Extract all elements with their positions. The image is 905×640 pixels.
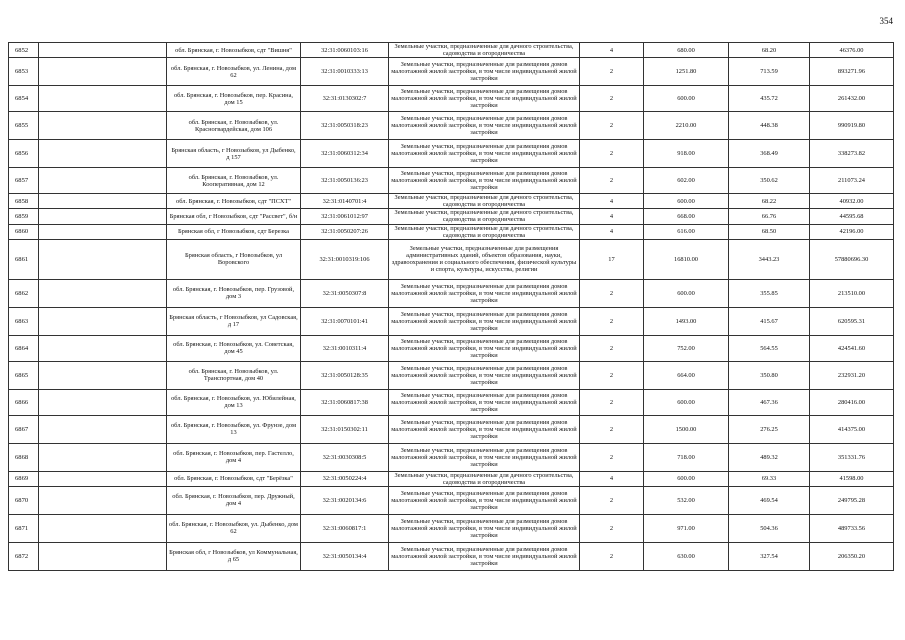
cadastral-number-cell: 32:31:0060817:1 [301,514,389,542]
category-cell: 2 [580,58,644,86]
table-row [9,361,894,389]
empty-cell [39,86,167,112]
empty-cell [39,239,167,279]
specific-value-cell: 350.62 [729,168,810,194]
address-cell: обл. Брянская, г. Новозыбков, сдт "Вишня" [167,43,301,58]
cadastral-number-cell: 32:31:0050128:35 [301,361,389,389]
cadastral-value-cell: 46376.00 [810,43,894,58]
cadastral-value-cell: 261432.00 [810,86,894,112]
area-cell: 1500.00 [644,415,729,443]
empty-cell [39,279,167,307]
empty-cell [39,58,167,86]
land-use-cell: Земельные участки, предназначенные для размещения домов малоэтажной жилой застройки, в том числе индивидуальной жилой застройки [389,168,580,194]
specific-value-cell: 415.67 [729,307,810,335]
empty-cell [39,361,167,389]
empty-cell [39,224,167,239]
land-use-cell: Земельные участки, предназначенные для размещения административных зданий, объектов образования, науки, здравоохранения и социального обеспечения, физической культуры и спорта, культуры, искусства, религии [389,239,580,279]
empty-cell [39,43,167,58]
land-use-cell: Земельные участки, предназначенные для дачного строительства, садоводства и огородничества [389,209,580,224]
row-number-cell: 6859 [9,209,39,224]
area-cell: 2210.00 [644,112,729,140]
table-row [9,168,894,194]
row-number-cell: 6863 [9,307,39,335]
area-cell: 1493.00 [644,307,729,335]
table-row [9,112,894,140]
cadastral-value-cell: 489733.56 [810,514,894,542]
address-cell: Брянская область, г Новозыбков, ул Садовская, д 17 [167,307,301,335]
cadastral-value-cell: 990919.80 [810,112,894,140]
category-cell: 2 [580,140,644,168]
row-number-cell: 6855 [9,112,39,140]
category-cell: 2 [580,86,644,112]
category-cell: 2 [580,486,644,514]
row-number-cell: 6870 [9,486,39,514]
table-row [9,58,894,86]
specific-value-cell: 3443.23 [729,239,810,279]
cadastral-value-cell: 40932.00 [810,194,894,209]
table-body [9,43,894,571]
specific-value-cell: 489.32 [729,443,810,471]
land-use-cell: Земельные участки, предназначенные для размещения домов малоэтажной жилой застройки, в том числе индивидуальной жилой застройки [389,361,580,389]
table-row [9,239,894,279]
table-row [9,443,894,471]
specific-value-cell: 504.36 [729,514,810,542]
cadastral-value-cell: 893271.96 [810,58,894,86]
cadastral-value-cell: 211073.24 [810,168,894,194]
row-number-cell: 6857 [9,168,39,194]
specific-value-cell: 713.59 [729,58,810,86]
category-cell: 2 [580,112,644,140]
address-cell: обл. Брянская, г. Новозыбков, ул. Транспортная, дом 40 [167,361,301,389]
cadastral-number-cell: 32:31:0010319:106 [301,239,389,279]
specific-value-cell: 448.38 [729,112,810,140]
category-cell: 2 [580,307,644,335]
specific-value-cell: 469.54 [729,486,810,514]
area-cell: 918.00 [644,140,729,168]
area-cell: 16810.00 [644,239,729,279]
empty-cell [39,389,167,415]
address-cell: Брянская обл, г Новозыбков, ул Коммунальная, д 65 [167,542,301,570]
land-use-cell: Земельные участки, предназначенные для размещения домов малоэтажной жилой застройки, в том числе индивидуальной жилой застройки [389,335,580,361]
address-cell: обл. Брянская, г. Новозыбков, ул. Фрунзе, дом 13 [167,415,301,443]
land-use-cell: Земельные участки, предназначенные для дачного строительства, садоводства и огородничества [389,224,580,239]
category-cell: 2 [580,443,644,471]
empty-cell [39,486,167,514]
specific-value-cell: 350.80 [729,361,810,389]
empty-cell [39,542,167,570]
cadastral-number-cell: 32:31:0050207:26 [301,224,389,239]
specific-value-cell: 69.33 [729,471,810,486]
address-cell: обл. Брянская, г. Новозыбков, ул. Красногвардейская, дом 106 [167,112,301,140]
area-cell: 600.00 [644,194,729,209]
cadastral-value-cell: 232931.20 [810,361,894,389]
specific-value-cell: 467.36 [729,389,810,415]
row-number-cell: 6867 [9,415,39,443]
table-row [9,335,894,361]
land-use-cell: Земельные участки, предназначенные для размещения домов малоэтажной жилой застройки, в том числе индивидуальной жилой застройки [389,514,580,542]
address-cell: обл. Брянская, г. Новозыбков, пер. Грузовой, дом 3 [167,279,301,307]
address-cell: обл. Брянская, г. Новозыбков, ул. Кооперативная, дом 12 [167,168,301,194]
cadastral-number-cell: 32:31:0070101:41 [301,307,389,335]
address-cell: обл. Брянская, г. Новозыбков, сдт "Берёзка" [167,471,301,486]
cadastral-number-cell: 32:31:0060312:34 [301,140,389,168]
cadastral-value-cell: 41598.00 [810,471,894,486]
land-use-cell: Земельные участки, предназначенные для размещения домов малоэтажной жилой застройки, в том числе индивидуальной жилой застройки [389,542,580,570]
empty-cell [39,209,167,224]
cadastral-number-cell: 32:31:0010333:13 [301,58,389,86]
area-cell: 532.00 [644,486,729,514]
row-number-cell: 6852 [9,43,39,58]
category-cell: 4 [580,43,644,58]
row-number-cell: 6865 [9,361,39,389]
area-cell: 1251.80 [644,58,729,86]
row-number-cell: 6869 [9,471,39,486]
specific-value-cell: 327.54 [729,542,810,570]
address-cell: Брянская обл, г Новозыбков, сдт Березка [167,224,301,239]
land-use-cell: Земельные участки, предназначенные для размещения домов малоэтажной жилой застройки, в том числе индивидуальной жилой застройки [389,58,580,86]
cadastral-number-cell: 32:31:0150302:11 [301,415,389,443]
address-cell: обл. Брянская, г. Новозыбков, пер. Гастелло, дом 4 [167,443,301,471]
cadastral-number-cell: 32:31:0130302:7 [301,86,389,112]
land-use-cell: Земельные участки, предназначенные для размещения домов малоэтажной жилой застройки, в том числе индивидуальной жилой застройки [389,86,580,112]
category-cell: 2 [580,168,644,194]
area-cell: 602.00 [644,168,729,194]
category-cell: 2 [580,514,644,542]
cadastral-value-cell: 338273.82 [810,140,894,168]
row-number-cell: 6868 [9,443,39,471]
cadastral-number-cell: 32:31:0050224:4 [301,471,389,486]
cadastral-value-cell: 620595.31 [810,307,894,335]
specific-value-cell: 68.50 [729,224,810,239]
area-cell: 680.00 [644,43,729,58]
area-cell: 600.00 [644,86,729,112]
category-cell: 2 [580,361,644,389]
table-row [9,224,894,239]
specific-value-cell: 66.76 [729,209,810,224]
cadastral-number-cell: 32:31:0050134:4 [301,542,389,570]
specific-value-cell: 355.85 [729,279,810,307]
row-number-cell: 6853 [9,58,39,86]
row-number-cell: 6871 [9,514,39,542]
table-row [9,307,894,335]
table-row [9,415,894,443]
area-cell: 600.00 [644,389,729,415]
category-cell: 4 [580,194,644,209]
table-row [9,86,894,112]
land-use-cell: Земельные участки, предназначенные для размещения домов малоэтажной жилой застройки, в том числе индивидуальной жилой застройки [389,279,580,307]
address-cell: Брянская область, г Новозыбков, ул Дыбенко, д 157 [167,140,301,168]
cadastral-value-cell: 424541.60 [810,335,894,361]
category-cell: 4 [580,471,644,486]
row-number-cell: 6872 [9,542,39,570]
specific-value-cell: 276.25 [729,415,810,443]
cadastral-value-table [8,42,894,571]
land-use-cell: Земельные участки, предназначенные для размещения домов малоэтажной жилой застройки, в том числе индивидуальной жилой застройки [389,443,580,471]
category-cell: 2 [580,415,644,443]
area-cell: 664.00 [644,361,729,389]
cadastral-number-cell: 32:31:0050136:23 [301,168,389,194]
land-use-cell: Земельные участки, предназначенные для размещения домов малоэтажной жилой застройки, в том числе индивидуальной жилой застройки [389,140,580,168]
cadastral-number-cell: 32:31:0020134:6 [301,486,389,514]
cadastral-number-cell: 32:31:0050307:8 [301,279,389,307]
land-use-cell: Земельные участки, предназначенные для размещения домов малоэтажной жилой застройки, в том числе индивидуальной жилой застройки [389,112,580,140]
area-cell: 752.00 [644,335,729,361]
land-use-cell: Земельные участки, предназначенные для размещения домов малоэтажной жилой застройки, в том числе индивидуальной жилой застройки [389,389,580,415]
page-number: 354 [879,16,893,26]
table-row [9,140,894,168]
empty-cell [39,168,167,194]
specific-value-cell: 368.49 [729,140,810,168]
area-cell: 600.00 [644,279,729,307]
address-cell: Брянская область, г Новозыбков, ул Воровского [167,239,301,279]
land-use-cell: Земельные участки, предназначенные для дачного строительства, садоводства и огородничества [389,194,580,209]
table-row [9,209,894,224]
table-row [9,542,894,570]
specific-value-cell: 435.72 [729,86,810,112]
empty-cell [39,443,167,471]
address-cell: Брянская обл, г Новозыбков, сдт "Рассвет", б/н [167,209,301,224]
land-use-cell: Земельные участки, предназначенные для дачного строительства, садоводства и огородничества [389,471,580,486]
table-row [9,43,894,58]
cadastral-number-cell: 32:31:0060817:38 [301,389,389,415]
specific-value-cell: 68.20 [729,43,810,58]
cadastral-value-cell: 280416.00 [810,389,894,415]
category-cell: 4 [580,224,644,239]
empty-cell [39,307,167,335]
land-use-cell: Земельные участки, предназначенные для размещения домов малоэтажной жилой застройки, в том числе индивидуальной жилой застройки [389,486,580,514]
empty-cell [39,415,167,443]
row-number-cell: 6866 [9,389,39,415]
empty-cell [39,112,167,140]
empty-cell [39,514,167,542]
address-cell: обл. Брянская, г. Новозыбков, пер. Красина, дом 15 [167,86,301,112]
category-cell: 4 [580,209,644,224]
row-number-cell: 6854 [9,86,39,112]
row-number-cell: 6861 [9,239,39,279]
row-number-cell: 6862 [9,279,39,307]
cadastral-value-cell: 44595.68 [810,209,894,224]
row-number-cell: 6864 [9,335,39,361]
table-row [9,279,894,307]
category-cell: 2 [580,542,644,570]
table-row [9,514,894,542]
empty-cell [39,140,167,168]
address-cell: обл. Брянская, г. Новозыбков, сдт "ПСХТ" [167,194,301,209]
category-cell: 2 [580,279,644,307]
row-number-cell: 6858 [9,194,39,209]
land-use-cell: Земельные участки, предназначенные для дачного строительства, садоводства и огородничества [389,43,580,58]
area-cell: 971.00 [644,514,729,542]
empty-cell [39,335,167,361]
specific-value-cell: 68.22 [729,194,810,209]
area-cell: 668.00 [644,209,729,224]
cadastral-value-cell: 351331.76 [810,443,894,471]
table-row [9,389,894,415]
cadastral-value-cell: 213510.00 [810,279,894,307]
address-cell: обл. Брянская, г. Новозыбков, ул. Советская, дом 45 [167,335,301,361]
cadastral-value-cell: 249795.28 [810,486,894,514]
cadastral-value-cell: 57880696.30 [810,239,894,279]
area-cell: 630.00 [644,542,729,570]
specific-value-cell: 564.55 [729,335,810,361]
category-cell: 17 [580,239,644,279]
area-cell: 600.00 [644,471,729,486]
category-cell: 2 [580,389,644,415]
area-cell: 616.00 [644,224,729,239]
cadastral-number-cell: 32:31:0061012:97 [301,209,389,224]
address-cell: обл. Брянская, г. Новозыбков, ул. Ленина, дом 62 [167,58,301,86]
empty-cell [39,194,167,209]
land-use-cell: Земельные участки, предназначенные для размещения домов малоэтажной жилой застройки, в том числе индивидуальной жилой застройки [389,307,580,335]
land-use-cell: Земельные участки, предназначенные для размещения домов малоэтажной жилой застройки, в том числе индивидуальной жилой застройки [389,415,580,443]
cadastral-number-cell: 32:31:0050318:23 [301,112,389,140]
category-cell: 2 [580,335,644,361]
table-row [9,486,894,514]
address-cell: обл. Брянская, г. Новозыбков, ул. Дыбенко, дом 62 [167,514,301,542]
row-number-cell: 6856 [9,140,39,168]
table-row [9,471,894,486]
cadastral-number-cell: 32:31:0010311:4 [301,335,389,361]
cadastral-number-cell: 32:31:0030308:5 [301,443,389,471]
row-number-cell: 6860 [9,224,39,239]
cadastral-value-cell: 42196.00 [810,224,894,239]
address-cell: обл. Брянская, г. Новозыбков, пер. Дружный, дом 4 [167,486,301,514]
cadastral-number-cell: 32:31:0140701:4 [301,194,389,209]
address-cell: обл. Брянская, г. Новозыбков, ул. Юбилейная, дом 13 [167,389,301,415]
table-row [9,194,894,209]
empty-cell [39,471,167,486]
area-cell: 718.00 [644,443,729,471]
cadastral-value-cell: 206350.20 [810,542,894,570]
cadastral-number-cell: 32:31:0060103:16 [301,43,389,58]
cadastral-value-cell: 414375.00 [810,415,894,443]
